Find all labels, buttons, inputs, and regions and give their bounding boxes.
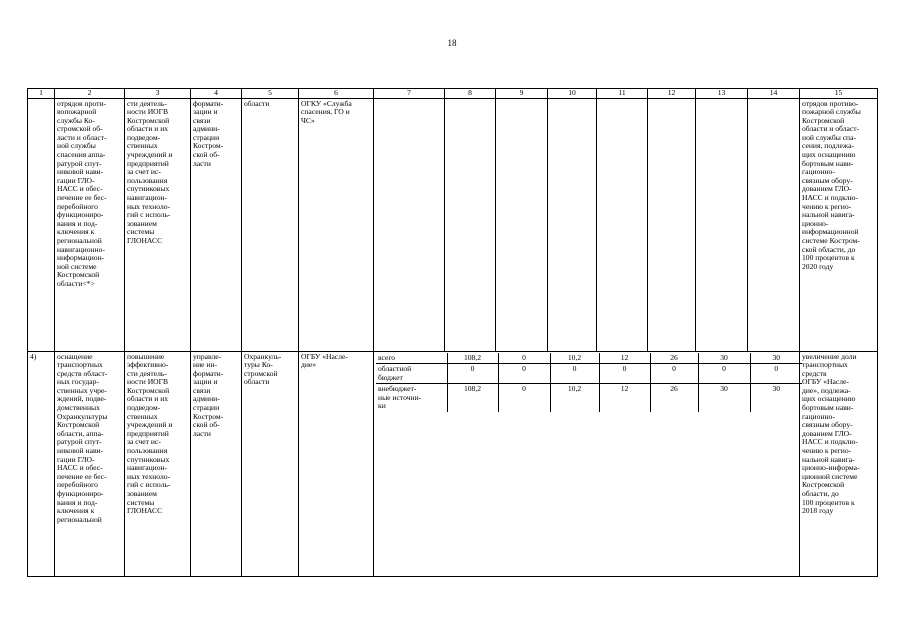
empty-cell [374, 98, 445, 351]
col-header: 15 [800, 89, 878, 99]
funding-value: 12 [599, 353, 650, 364]
participant: ОГБУ «Насле- дие» [299, 351, 374, 576]
funding-value: 10,2 [550, 384, 599, 412]
funding-value: 30 [772, 384, 781, 394]
funding-value: 0 [498, 353, 550, 364]
empty-cell [445, 98, 496, 351]
empty-cell [696, 98, 748, 351]
col-header: 6 [299, 89, 374, 99]
empty-cell [597, 98, 648, 351]
participant: ОГКУ «Служба спасения, ГО и ЧС» [299, 98, 374, 351]
measure-name: оснащение транспортных средств област- ных государ- ственных учре- ждений, подве- домственных Охранкультуры Костромской области, аппа- ратурой спут- никовой нави- гации ГЛО- НАСС и обес- печение ее бес- перебойного функциониро- вания и под- ключения к региональной [55, 351, 125, 576]
source-label: всего [376, 353, 447, 364]
responsible: управле- ние ин- формати- зации и связи админи- страции Костром- ской об- ласти [191, 351, 242, 576]
funding-value: 0 [498, 364, 550, 384]
expected-result: сти деятель- ности ИОГВ Костромской области и их подведом- ственных учреждений и предприятий за счет ис- пользования спутниковых навигацион- ных техноло- гий с исполь- зованием системы ГЛОНАСС [125, 98, 191, 351]
empty-cell [548, 98, 597, 351]
funding-subtable [374, 351, 800, 576]
funding-value: 0 [498, 384, 550, 412]
funding-value: 30 [698, 353, 750, 364]
empty-cell [748, 98, 800, 351]
table-row [28, 351, 878, 576]
page-number: 18 [447, 38, 457, 48]
empty-cell [648, 98, 696, 351]
funding-value: 30 [750, 353, 802, 364]
table-row [28, 98, 878, 351]
measure-name: отрядов проти- вопожарной службы Ко- стромской об- ласти и област- ной службы спасения аппа- ратурой спут- никовой нави- гации ГЛО- НАСС и обес- печение ее бес- перебойного функциониро- вания и под- ключения к региональной навигационно- информацион- ной системе Костромской области<*> [55, 98, 125, 351]
funding-row-total [376, 353, 802, 364]
co-executor: области [242, 98, 299, 351]
row-number [28, 98, 55, 351]
source-label: областной бюджет [376, 364, 447, 384]
co-executor: Охранкуль- туры Ко- стромской области [242, 351, 299, 576]
expected-result: повышение эффективно- сти деятель- ности ИОГВ Костромской области и их подведом- ственных учреждений и предприятий за счет ис- пользования спутниковых навигацион- ных техноло- гий с исполь- зованием системы ГЛОНАСС [125, 351, 191, 576]
target-indicator: увеличение доли транспортных средств ОГБУ «Насле- дие», подлежа- щих оснащению бортовым нави- гационно- связным обору- дованием ГЛО- НАСС и подклю- чению к регио- нальной навига- ционно-информа- ционной системе Костромской области, до 100 процентов к 2018 году [800, 351, 878, 576]
funding-row-extrabudgetary [376, 384, 802, 412]
funding-table [376, 353, 802, 413]
col-header: 7 [374, 89, 445, 99]
col-header: 12 [648, 89, 696, 99]
program-table [27, 88, 878, 577]
funding-value: 0 [599, 364, 650, 384]
funding-value: 0 [550, 364, 599, 384]
funding-value: 0 [698, 364, 750, 384]
col-header: 14 [748, 89, 800, 99]
funding-value: 12 [599, 384, 650, 412]
funding-value: 0 [447, 364, 498, 384]
col-header: 2 [55, 89, 125, 99]
funding-value: 0 [750, 364, 802, 384]
funding-value: 108,2 [447, 353, 498, 364]
col-header: 9 [496, 89, 548, 99]
funding-value: 26 [650, 353, 698, 364]
funding-value: 0 [650, 364, 698, 384]
col-header: 10 [548, 89, 597, 99]
empty-cell [496, 98, 548, 351]
column-number-row [28, 89, 878, 99]
col-header: 4 [191, 89, 242, 99]
funding-value: 26 [650, 384, 698, 412]
funding-value: 10,2 [550, 353, 599, 364]
source-label: внебюджет- ные источни- ки [376, 384, 447, 412]
col-header: 11 [597, 89, 648, 99]
row-number: 4) [28, 351, 55, 576]
col-header: 1 [28, 89, 55, 99]
target-indicator: отрядов противо- пожарной службы Костромской области и област- ной службы спа- сения, подлежа- щих оснащению бортовым нави- гационно- связным обору- дованием ГЛО- НАСС и подклю- чению к регио- нальной навига- ционно- информационной системе Костром- ской области, до 100 процентов к 2020 году [800, 98, 878, 351]
col-header: 5 [242, 89, 299, 99]
col-header: 8 [445, 89, 496, 99]
funding-value: 108,2 [447, 384, 498, 412]
funding-value: 30 [698, 384, 750, 412]
col-header: 3 [125, 89, 191, 99]
col-header: 13 [696, 89, 748, 99]
responsible: формати- зации и связи админи- страции Костром- ской об- ласти [191, 98, 242, 351]
funding-row-regional [376, 364, 802, 384]
